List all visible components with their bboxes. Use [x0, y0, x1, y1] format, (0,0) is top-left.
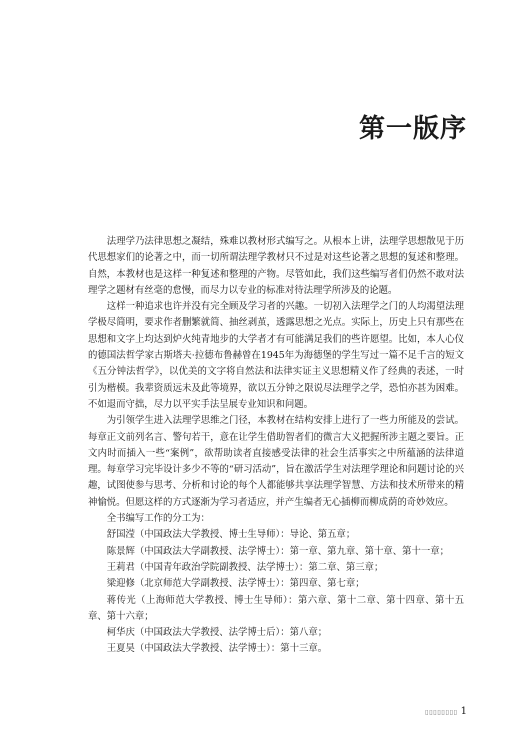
contributor-entry: 柯华庆（中国政法大学教授、法学博士后）：第八章；	[106, 627, 328, 639]
paragraph: 法理学乃法律思想之凝结，殊难以教材形式编写之。从根本上讲，法理学思想散见于历代思想家们的论著之中，而一切所谓法理学教材只不过是对这些论著之思想的复述和整理。自然，本教材也是这样一种复述和整理的产物。尽管如此，我们这些编写者们仍然不敢对法理学之题材有丝毫的怠慢，而尽力以专业的标准对待法理学所涉及的论题。	[88, 236, 464, 296]
contributor-entry: 梁迎修（北京师范大学副教授、法学博士）：第四章、第七章；	[106, 578, 365, 590]
contributor-entry: 王莉君（中国青年政治学院副教授、法学博士）：第二章、第三章；	[106, 561, 384, 573]
contributor-entry: 陈景辉（中国政法大学副教授、法学博士）：第一章、第九章、第十章、第十一章；	[106, 545, 449, 557]
page-number: 1	[460, 706, 467, 717]
contributor-entry: 蒋传光（上海师范大学教授、博士生导师）：第六章、第十二章、第十四章、第十五章、第十六章；	[88, 594, 464, 622]
paragraph: 全书编写工作的分工为：	[106, 513, 210, 525]
page-footer	[425, 706, 467, 717]
paragraph: 这样一种追求也许并没有完全顾及学习者的兴趣。一切初入法理学之门的人均渴望法理学极尽简明，要求作者删繁就简、抽丝剥茧，透露思想之光点。实际上，历史上只有那些在思想和文字上均达到炉火纯青地步的大学者才有可能满足我们的些许愿望。比如，本人心仪的德国法哲学家古斯塔夫·拉德布鲁赫曾在1945年为海德堡的学生写过一篇不足千言的短文《五分钟法哲学》，以优美的文字将自然法和法律实证主义思想精义作了经典的表述，一时引为楷模。我辈资质远未及此等境界，欲以五分钟之限说尽法理学之学，恐怕亦甚为困难。不如退而守拙，尽力以平实手法呈展专业知识和问题。	[88, 301, 464, 410]
contributor-entry: 王夏昊（中国政法大学教授、法学博士）：第十三章。	[106, 643, 328, 655]
contributor-entry: 舒国滢（中国政法大学教授、博士生导师）：导论、第五章；	[106, 529, 356, 541]
paragraph: 为引领学生进入法理学思维之门径，本教材在结构安排上进行了一些力所能及的尝试。每章正文前列名言、警句若干，意在让学生借助智者们的微言大义把握所涉主题之要旨。正文内时而插入一些“案例”，欲帮助读者直接感受法律的社会生活事实之中所蕴涵的法律道理。每章学习完毕设计多少不等的“研习活动”，旨在激活学生对法理学理论和问题讨论的兴趣，试图使参与思考、分析和讨论的每个人都能够共享法理学智慧、方法和技术所带来的精神愉悦。但愿这样的方式逐渐为学习者适应，并产生编者无心插柳而柳成荫的奇妙效应。	[88, 415, 464, 508]
preface-body	[88, 234, 464, 658]
preface-title: 第一版序	[358, 114, 467, 144]
footer-ornament: ▯▯▯▯▯▯▯▯	[425, 707, 458, 716]
